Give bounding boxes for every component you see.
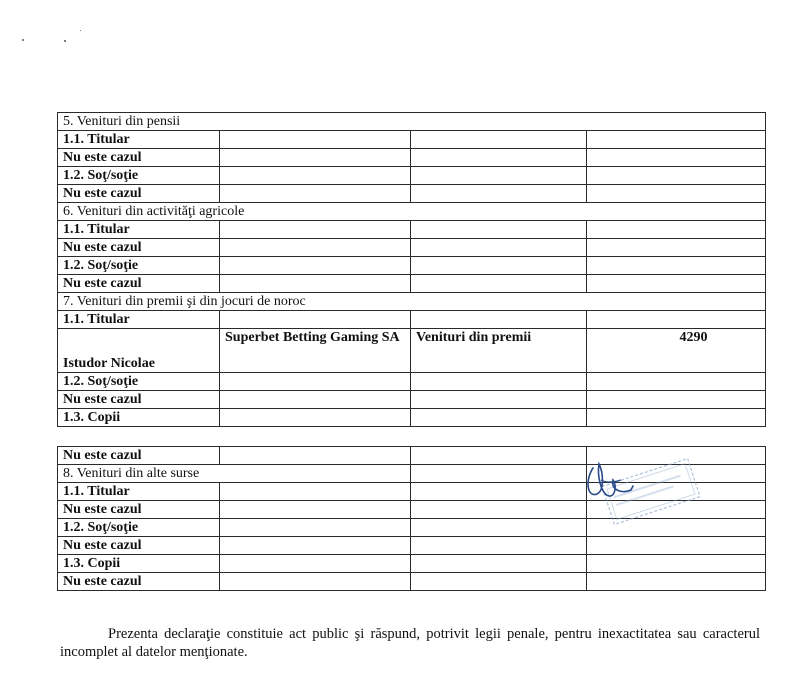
row-label: 1.3. Copii	[58, 409, 220, 427]
row-label: 1.2. Soţ/soţie	[58, 257, 220, 275]
section-title-agricultural: 6. Venituri din activităţi agricole	[58, 203, 766, 221]
declaration-footer	[60, 625, 760, 661]
stamp-outline	[602, 459, 700, 525]
row-label: 1.1. Titular	[58, 311, 220, 329]
row-label: 1.2. Soţ/soţie	[58, 519, 220, 537]
row-label: Nu este cazul	[58, 501, 220, 519]
table-row	[58, 239, 766, 257]
table-row	[58, 167, 766, 185]
table-row	[58, 221, 766, 239]
section-row	[58, 293, 766, 311]
registration-stamp	[575, 450, 705, 530]
income-source: Superbet Betting Gaming SA	[220, 329, 411, 373]
row-label: 1.1. Titular	[58, 483, 220, 501]
row-label: Nu este cazul	[58, 239, 220, 257]
row-label: 1.2. Soţ/soţie	[58, 373, 220, 391]
section-title-pensions: 5. Venituri din pensii	[58, 113, 766, 131]
row-label: Nu este cazul	[58, 447, 220, 465]
scan-speck	[64, 40, 66, 42]
row-label: 1.3. Copii	[58, 555, 220, 573]
scan-speck	[80, 30, 81, 31]
table-row	[58, 391, 766, 409]
row-label: Nu este cazul	[58, 275, 220, 293]
table-row	[58, 409, 766, 427]
table-row	[58, 131, 766, 149]
section-title-other-sources: 8. Venituri din alte surse	[58, 465, 411, 483]
row-label: 1.1. Titular	[58, 221, 220, 239]
row-label: Nu este cazul	[58, 391, 220, 409]
row-label: 1.1. Titular	[58, 131, 220, 149]
section-row	[58, 113, 766, 131]
table-row-entry	[58, 329, 766, 373]
declaration-statement: Prezenta declaraţie constituie act public şi răspund, potrivit legii penale, pentru inexactitatea sau caracterul incomplet al datelor menţionate.	[60, 626, 760, 660]
row-label: Nu este cazul	[58, 185, 220, 203]
table-row	[58, 537, 766, 555]
table-row	[58, 257, 766, 275]
table-row	[58, 275, 766, 293]
table-row	[58, 149, 766, 167]
income-table-upper	[57, 112, 766, 427]
holder-name: Istudor Nicolae	[58, 329, 220, 373]
signature	[588, 464, 633, 496]
row-label: Nu este cazul	[58, 537, 220, 555]
table-row	[58, 185, 766, 203]
annual-income-amount: 4290	[587, 329, 766, 373]
section-row	[58, 203, 766, 221]
row-label: Nu este cazul	[58, 573, 220, 591]
row-label: Nu este cazul	[58, 149, 220, 167]
section-title-prizes: 7. Venituri din premii şi din jocuri de noroc	[58, 293, 766, 311]
table-row	[58, 573, 766, 591]
service-provided: Venituri din premii	[411, 329, 587, 373]
table-row	[58, 373, 766, 391]
scan-speck	[22, 39, 24, 41]
row-label: 1.2. Soţ/soţie	[58, 167, 220, 185]
table-row	[58, 311, 766, 329]
table-row	[58, 555, 766, 573]
